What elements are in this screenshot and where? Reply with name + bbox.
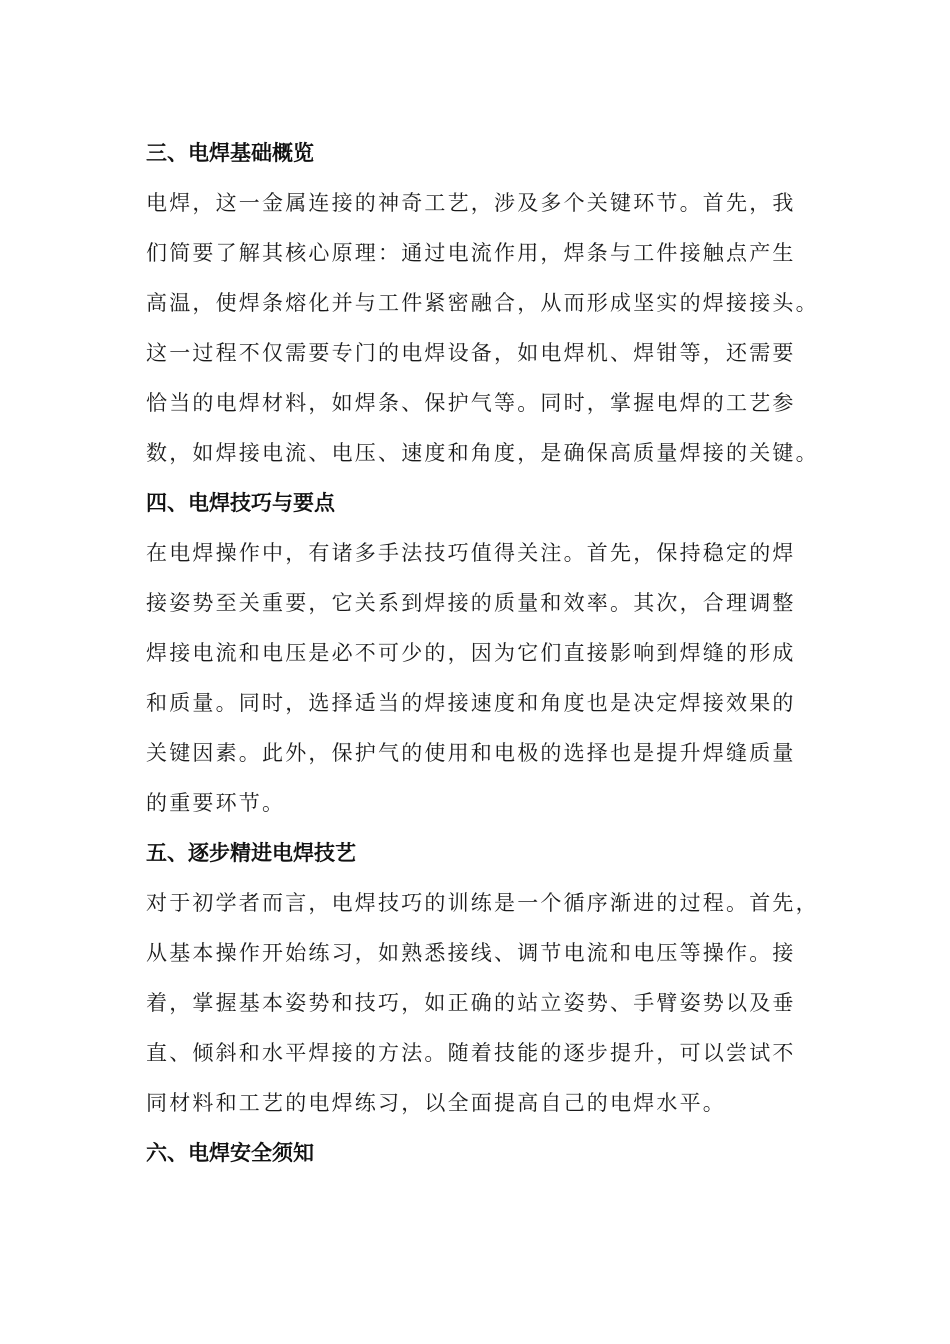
paragraph [146, 528, 818, 828]
paragraph-line: 着，掌握基本姿势和技巧，如正确的站立姿势、手臂姿势以及垂 [146, 991, 796, 1015]
paragraph-line: 的重要环节。 [146, 791, 286, 815]
section-heading: 三、电焊基础概览 [146, 141, 314, 165]
paragraph-line: 从基本操作开始练习，如熟悉接线、调节电流和电压等操作。接 [146, 941, 796, 965]
paragraph-line: 直、倾斜和水平焊接的方法。随着技能的逐步提升，可以尝试不 [146, 1041, 796, 1065]
paragraph-line: 对于初学者而言，电焊技巧的训练是一个循序渐进的过程。首先， [146, 891, 819, 915]
paragraph-line: 和质量。同时，选择适当的焊接速度和角度也是决定焊接效果的 [146, 691, 796, 715]
paragraph-line: 恰当的电焊材料，如焊条、保护气等。同时，掌握电焊的工艺参 [146, 391, 796, 415]
paragraph-line: 电焊，这一金属连接的神奇工艺，涉及多个关键环节。首先，我 [146, 191, 796, 215]
paragraph [146, 878, 818, 1128]
section-heading: 五、逐步精进电焊技艺 [146, 841, 356, 865]
paragraph [146, 178, 818, 478]
paragraph-line: 这一过程不仅需要专门的电焊设备，如电焊机、焊钳等，还需要 [146, 341, 796, 365]
paragraph-line: 焊接电流和电压是必不可少的，因为它们直接影响到焊缝的形成 [146, 641, 796, 665]
paragraph-line: 数，如焊接电流、电压、速度和角度，是确保高质量焊接的关键。 [146, 441, 819, 465]
paragraph-line: 接姿势至关重要，它关系到焊接的质量和效率。其次，合理调整 [146, 591, 796, 615]
paragraph-line: 高温，使焊条熔化并与工件紧密融合，从而形成坚实的焊接接头。 [146, 291, 819, 315]
paragraph-line: 关键因素。此外，保护气的使用和电极的选择也是提升焊缝质量 [146, 741, 796, 765]
paragraph-line: 同材料和工艺的电焊练习，以全面提高自己的电焊水平。 [146, 1091, 726, 1115]
document-body [146, 128, 818, 1178]
section-heading: 六、电焊安全须知 [146, 1141, 314, 1165]
paragraph-line: 在电焊操作中，有诸多手法技巧值得关注。首先，保持稳定的焊 [146, 541, 796, 565]
section-heading: 四、电焊技巧与要点 [146, 491, 335, 515]
paragraph-line: 们简要了解其核心原理：通过电流作用，焊条与工件接触点产生 [146, 241, 796, 265]
